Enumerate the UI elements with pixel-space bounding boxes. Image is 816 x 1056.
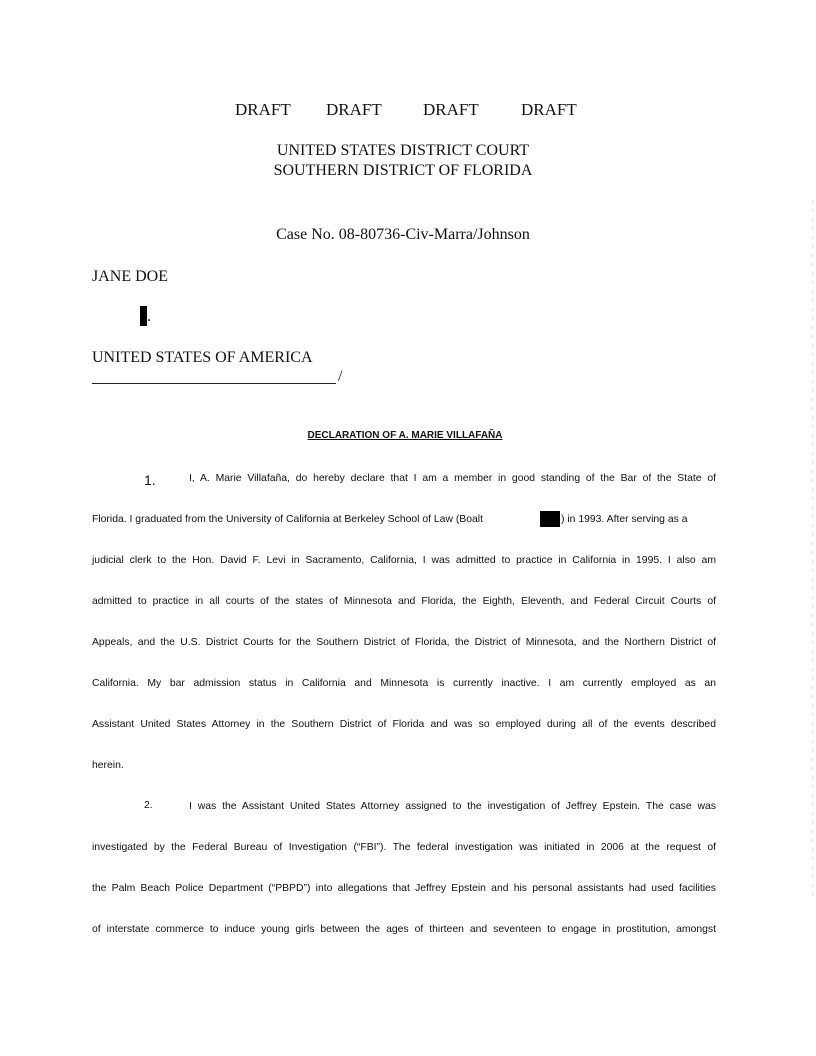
paragraph-line: herein.: [92, 760, 124, 771]
paragraph-line: Florida. I graduated from the University of California at Berkeley School of Law (Boalt: [92, 514, 483, 525]
paragraph-line: California. My bar admission status in California and Minnesota is currently inactive. I am currently employed as an: [92, 678, 716, 689]
paragraph-line: the Palm Beach Police Department (“PBPD”) into allegations that Jeffrey Epstein and his personal assistants had used facilities: [92, 883, 716, 894]
redaction-box: [540, 511, 560, 527]
paragraph-line: admitted to practice in all courts of the states of Minnesota and Florida, the Eighth, Eleventh, and Federal Circuit Courts of: [92, 596, 716, 607]
paragraph-number: 2.: [144, 800, 153, 811]
draft-label: DRAFT: [326, 100, 382, 119]
court-name-line2: SOUTHERN DISTRICT OF FLORIDA: [273, 162, 533, 179]
paragraph-line: Assistant United States Attorney in the Southern District of Florida and was so employed during all of the events described: [92, 719, 716, 730]
paragraph-line: judicial clerk to the Hon. David F. Levi in Sacramento, California, I was admitted to practice in California in 1995. I also am: [92, 555, 716, 566]
paragraph-number: 1.: [144, 472, 156, 488]
plaintiff-name: JANE DOE: [92, 268, 168, 285]
paragraph-line: ) in 1993. After serving as a: [561, 514, 688, 525]
paragraph-line: investigated by the Federal Bureau of Investigation (“FBI”). The federal investigation was initiated in 2006 at the request of: [92, 842, 716, 853]
redaction-box: [140, 306, 147, 326]
caption-underline: [92, 383, 336, 384]
paragraph-line: I was the Assistant United States Attorney assigned to the investigation of Jeffrey Epstein. The case was: [189, 801, 716, 812]
scan-edge-artifact: [812, 200, 813, 900]
caption-slash: /: [338, 368, 343, 385]
draft-label: DRAFT: [423, 100, 479, 119]
defendant-name: UNITED STATES OF AMERICA: [92, 349, 313, 366]
paragraph-line: of interstate commerce to induce young girls between the ages of thirteen and seventeen to engage in prostitution, amongst: [92, 924, 716, 935]
versus-mark: .: [147, 308, 151, 325]
draft-label: DRAFT: [521, 100, 577, 119]
court-name-line1: UNITED STATES DISTRICT COURT: [276, 142, 530, 159]
draft-label: DRAFT: [235, 100, 291, 119]
declaration-title: DECLARATION OF A. MARIE VILLAFAÑA: [307, 430, 503, 441]
paragraph-line: I, A. Marie Villafaña, do hereby declare that I am a member in good standing of the Bar of the State of: [189, 473, 716, 484]
case-number: Case No. 08-80736-Civ-Marra/Johnson: [276, 226, 530, 243]
paragraph-line: Appeals, and the U.S. District Courts for the Southern District of Florida, the District of Minnesota, and the Northern District of: [92, 637, 716, 648]
